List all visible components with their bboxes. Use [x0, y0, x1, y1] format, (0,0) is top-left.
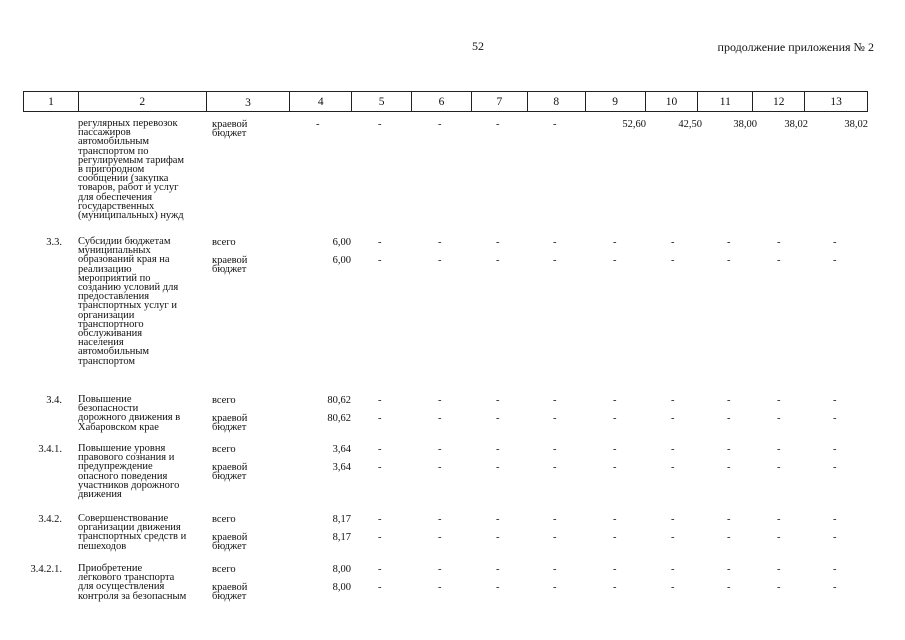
cell-col-4: 8,17	[332, 532, 351, 543]
cell-col-5: -	[378, 444, 382, 455]
row-title-line: Хабаровском крае	[78, 421, 159, 433]
cell-col-11: -	[727, 462, 731, 473]
cell-col-7: -	[496, 462, 500, 473]
cell-col-11: -	[727, 582, 731, 593]
cell-col-7: -	[496, 564, 500, 575]
cell-col-6: -	[438, 119, 442, 130]
row-title-line: безопасности	[78, 403, 139, 415]
cell-col-10: -	[671, 444, 675, 455]
row-title-line: транспортом по	[78, 145, 149, 157]
cell-col-10: -	[671, 532, 675, 543]
funding-source-label-line: всего	[212, 564, 236, 575]
cell-col-12: -	[777, 582, 781, 593]
cell-col-12: 38,02	[784, 119, 808, 130]
cell-col-4: 80,62	[327, 395, 351, 406]
cell-col-7: -	[496, 413, 500, 424]
funding-source-label	[212, 533, 292, 551]
cell-col-7: -	[496, 532, 500, 543]
cell-col-12: -	[777, 413, 781, 424]
cell-col-8: -	[553, 413, 557, 424]
header-col-2: 2	[79, 92, 207, 111]
cell-col-9: -	[613, 532, 617, 543]
cell-col-5: -	[378, 413, 382, 424]
funding-source-label	[212, 583, 292, 601]
cell-col-13: -	[833, 582, 837, 593]
cell-col-11: -	[727, 444, 731, 455]
row-title	[78, 119, 208, 220]
row-title	[78, 395, 208, 432]
row-title-line: пешеходов	[78, 540, 127, 552]
cell-col-10: -	[671, 462, 675, 473]
header-col-3: 3	[207, 92, 291, 111]
cell-col-11: -	[727, 532, 731, 543]
cell-col-7: -	[496, 514, 500, 525]
funding-source-label	[212, 256, 292, 274]
cell-col-10: -	[671, 564, 675, 575]
cell-col-5: -	[378, 564, 382, 575]
cell-col-6: -	[438, 255, 442, 266]
cell-col-5: -	[378, 395, 382, 406]
cell-col-8: -	[553, 119, 557, 130]
cell-col-5: -	[378, 255, 382, 266]
cell-col-13: -	[833, 237, 837, 248]
row-title-line: (муниципальных) нужд	[78, 210, 184, 222]
cell-col-9: -	[613, 237, 617, 248]
row-title-line: регулируемым тарифам	[78, 154, 185, 166]
funding-source-label-line: бюджет	[212, 128, 247, 140]
cell-col-12: -	[777, 564, 781, 575]
cell-col-11: -	[727, 514, 731, 525]
cell-col-9: -	[613, 582, 617, 593]
cell-col-6: -	[438, 237, 442, 248]
header-col-5: 5	[352, 92, 412, 111]
cell-col-4: 8,00	[332, 582, 351, 593]
cell-col-9: -	[613, 444, 617, 455]
cell-col-10: -	[671, 514, 675, 525]
cell-col-6: -	[438, 564, 442, 575]
cell-col-9: -	[613, 564, 617, 575]
funding-source-label-line: всего	[212, 444, 236, 455]
cell-col-13: -	[833, 514, 837, 525]
row-title-line: образований края на	[78, 254, 170, 266]
funding-source-label	[212, 414, 292, 432]
row-title-line: муниципальных	[78, 245, 151, 257]
row-title	[78, 514, 208, 551]
row-title	[78, 237, 208, 366]
cell-col-8: -	[553, 532, 557, 543]
row-id: 3.4.2.1.	[30, 564, 62, 575]
row-title-line: организации движения	[78, 522, 181, 534]
row-title	[78, 564, 208, 601]
cell-col-11: -	[727, 395, 731, 406]
row-title-line: транспортного	[78, 318, 144, 330]
row-title-line: сообщении (закупка	[78, 173, 169, 185]
cell-col-13: -	[833, 444, 837, 455]
funding-source-label-line: краевой	[212, 119, 248, 130]
row-id: 3.4.1.	[38, 444, 62, 455]
cell-col-13: -	[833, 564, 837, 575]
cell-col-7: -	[496, 255, 500, 266]
cell-col-5: -	[378, 532, 382, 543]
funding-source-label-line: бюджет	[212, 422, 247, 434]
page-number: 52	[472, 39, 484, 53]
header-col-13: 13	[830, 96, 842, 108]
funding-source-label-line: бюджет	[212, 264, 247, 276]
cell-col-9: -	[613, 395, 617, 406]
row-title-line: участников дорожного	[78, 479, 180, 491]
cell-col-12: -	[777, 532, 781, 543]
row-title-line: транспортных услуг и	[78, 300, 177, 312]
cell-col-11: -	[727, 255, 731, 266]
header-col-4: 4	[290, 92, 352, 111]
row-title	[78, 444, 208, 499]
cell-col-5: -	[378, 582, 382, 593]
row-title-line: для обеспечения	[78, 191, 153, 203]
row-title-line: населения	[78, 337, 124, 349]
row-title-line: предоставления	[78, 291, 150, 303]
continuation-note: продолжение приложения № 2	[717, 40, 874, 54]
header-col-11: 11	[698, 92, 753, 111]
cell-col-8: -	[553, 582, 557, 593]
cell-col-10: 42,50	[678, 119, 702, 130]
cell-col-13: -	[833, 255, 837, 266]
cell-col-11: -	[727, 237, 731, 248]
row-title-line: легкового транспорта	[78, 572, 175, 584]
funding-source-label-line: бюджет	[212, 541, 247, 553]
row-title-line: транспортом	[78, 355, 136, 367]
cell-col-8: -	[553, 462, 557, 473]
funding-source-label	[212, 515, 292, 524]
row-title-line: дорожного движения в	[78, 412, 181, 424]
funding-source-label-line: краевой	[212, 582, 248, 593]
cell-col-7: -	[496, 444, 500, 455]
funding-source-label	[212, 120, 292, 138]
row-id: 3.3.	[46, 237, 62, 248]
funding-source-label	[212, 396, 292, 405]
cell-col-13: 38,02	[844, 119, 868, 130]
row-title-line: обслуживания	[78, 328, 143, 340]
cell-col-6: -	[438, 532, 442, 543]
cell-col-8: -	[553, 255, 557, 266]
row-title-line: автомобильным	[78, 346, 150, 358]
funding-source-label	[212, 463, 292, 481]
cell-col-8: -	[553, 514, 557, 525]
row-title-line: мероприятий по	[78, 272, 151, 284]
funding-source-label	[212, 445, 292, 454]
header-col-9: 9	[586, 92, 646, 111]
row-id: 3.4.2.	[38, 514, 62, 525]
cell-col-5: -	[378, 237, 382, 248]
cell-col-6: -	[438, 582, 442, 593]
cell-col-12: -	[777, 462, 781, 473]
cell-col-10: -	[671, 413, 675, 424]
row-title-line: пассажиров	[78, 127, 131, 139]
cell-col-10: -	[671, 395, 675, 406]
cell-col-4: 6,00	[332, 255, 351, 266]
cell-col-11: 38,00	[733, 119, 757, 130]
row-title-line: Совершенствование	[78, 513, 169, 524]
header-col-1: 1	[24, 92, 79, 111]
cell-col-6: -	[438, 514, 442, 525]
cell-col-13: -	[833, 532, 837, 543]
cell-col-8: -	[553, 564, 557, 575]
cell-col-6: -	[438, 413, 442, 424]
header-col-8: 8	[528, 92, 586, 111]
header-col-7: 7	[472, 92, 528, 111]
cell-col-13: -	[833, 462, 837, 473]
cell-col-4: -	[316, 119, 320, 130]
funding-source-label-line: бюджет	[212, 591, 247, 603]
cell-col-7: -	[496, 237, 500, 248]
row-title-line: организации	[78, 309, 135, 321]
cell-col-12: -	[777, 395, 781, 406]
cell-col-8: -	[553, 395, 557, 406]
header-col-6: 6	[412, 92, 472, 111]
cell-col-13: -	[833, 413, 837, 424]
funding-source-label-line: краевой	[212, 255, 248, 266]
row-title-line: государственных	[78, 200, 155, 212]
row-title-line: Повышение уровня	[78, 443, 166, 454]
cell-col-6: -	[438, 462, 442, 473]
row-title-line: для осуществления	[78, 581, 165, 593]
cell-col-7: -	[496, 119, 500, 130]
cell-col-5: -	[378, 119, 382, 130]
cell-col-6: -	[438, 395, 442, 406]
cell-col-12: -	[777, 237, 781, 248]
row-title-line: реализацию	[78, 263, 132, 275]
row-title-line: движения	[78, 489, 122, 501]
cell-col-9: -	[613, 413, 617, 424]
cell-col-4: 8,17	[332, 514, 351, 525]
funding-source-label-line: краевой	[212, 462, 248, 473]
row-title-line: предупреждение	[78, 461, 153, 473]
cell-col-10: -	[671, 237, 675, 248]
cell-col-7: -	[496, 395, 500, 406]
header-col-10: 10	[646, 92, 699, 111]
cell-col-10: -	[671, 255, 675, 266]
funding-source-label-line: всего	[212, 395, 236, 406]
row-title-line: правового сознания и	[78, 452, 175, 464]
cell-col-9: -	[613, 255, 617, 266]
row-title-line: созданию условий для	[78, 282, 179, 294]
cell-col-4: 3,64	[332, 462, 351, 473]
header-col-12: 12	[753, 92, 805, 111]
table-header-row	[23, 91, 868, 112]
row-title-line: в пригородном	[78, 164, 145, 176]
funding-source-label-line: краевой	[212, 413, 248, 424]
row-title-line: контроля за безопасным	[78, 590, 187, 602]
cell-col-8: -	[553, 444, 557, 455]
funding-source-label-line: всего	[212, 237, 236, 248]
funding-source-label-line: всего	[212, 514, 236, 525]
cell-col-9: -	[613, 462, 617, 473]
cell-col-4: 3,64	[332, 444, 351, 455]
row-title-line: Повышение	[78, 394, 132, 405]
cell-col-7: -	[496, 582, 500, 593]
cell-col-4: 6,00	[332, 237, 351, 248]
row-id: 3.4.	[46, 395, 62, 406]
cell-col-9: 52,60	[622, 119, 646, 130]
cell-col-5: -	[378, 462, 382, 473]
row-title-line: регулярных перевозок	[78, 118, 178, 129]
funding-source-label-line: бюджет	[212, 471, 247, 483]
cell-col-5: -	[378, 514, 382, 525]
cell-col-12: -	[777, 444, 781, 455]
funding-source-label	[212, 238, 292, 247]
cell-col-4: 8,00	[332, 564, 351, 575]
cell-col-8: -	[553, 237, 557, 248]
cell-col-13: -	[833, 395, 837, 406]
row-title-line: автомобильным	[78, 136, 150, 148]
row-title-line: товаров, работ и услуг	[78, 182, 179, 194]
cell-col-12: -	[777, 514, 781, 525]
funding-source-label	[212, 565, 292, 574]
cell-col-11: -	[727, 564, 731, 575]
row-title-line: транспортных средств и	[78, 531, 187, 543]
cell-col-12: -	[777, 255, 781, 266]
cell-col-6: -	[438, 444, 442, 455]
cell-col-11: -	[727, 413, 731, 424]
cell-col-10: -	[671, 582, 675, 593]
row-title-line: Приобретение	[78, 563, 143, 574]
row-title-line: Субсидии бюджетам	[78, 236, 171, 247]
row-title-line: опасного поведения	[78, 470, 168, 482]
cell-col-9: -	[613, 514, 617, 525]
funding-source-label-line: краевой	[212, 532, 248, 543]
cell-col-4: 80,62	[327, 413, 351, 424]
